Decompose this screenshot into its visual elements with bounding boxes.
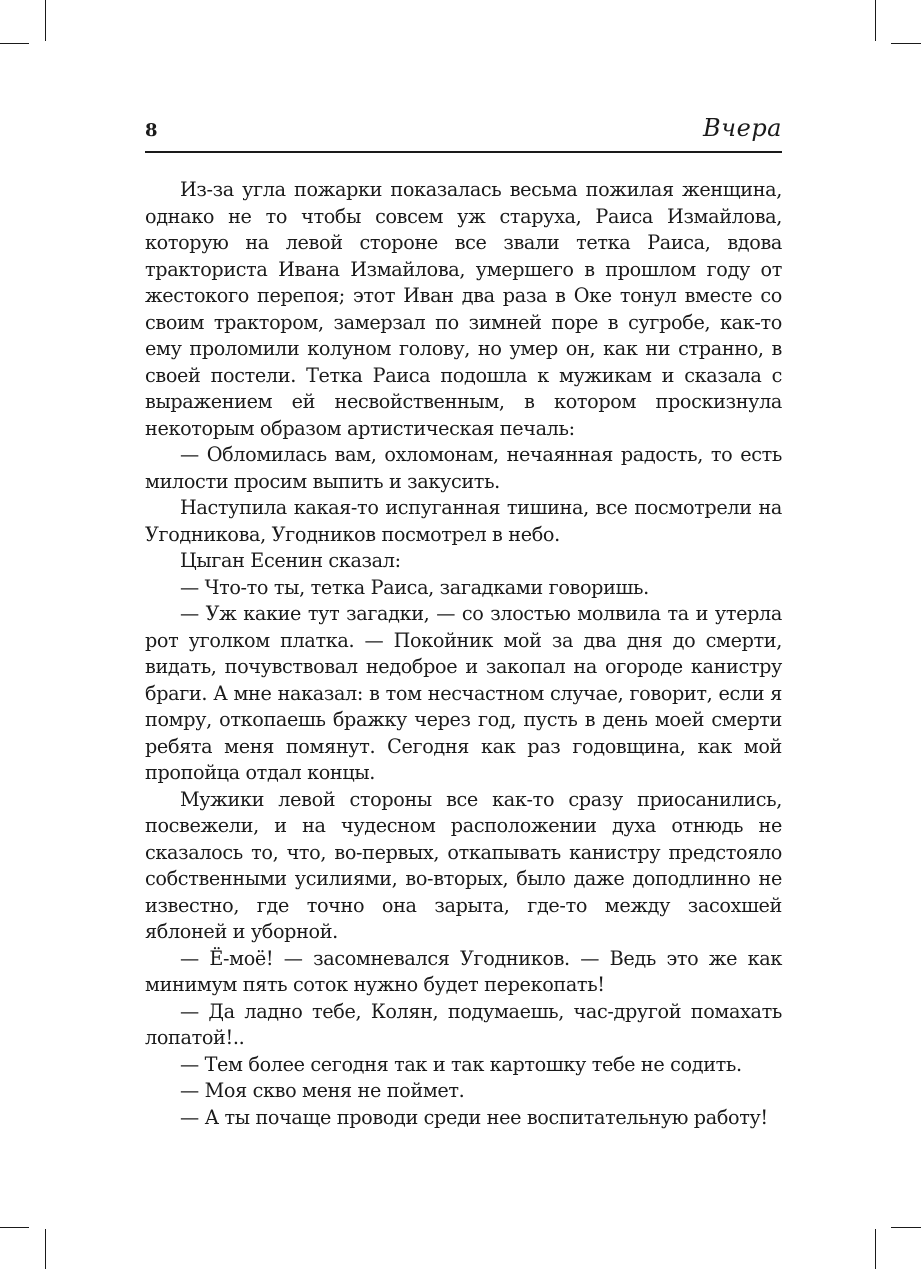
paragraph: — Что-то ты, тетка Раиса, загадками говоришь. [180, 575, 649, 599]
page-header [145, 114, 782, 154]
paragraph: — Ё-моё! — засомневался Угодников. — Ведь это же как минимум пять соток нужно будет перекопать! [145, 946, 782, 996]
paragraph: — Моя скво меня не поймет. [180, 1079, 465, 1102]
paragraph: — Обломилась вам, охломонам, нечаянная радость, то есть милости просим выпить и закусить. [145, 443, 782, 493]
paragraph: Наступила какая-то испуганная тишина, все посмотрели на Угодникова, Угодников посмотрел в небо. [145, 496, 782, 546]
crop-mark-bottom-right [875, 1229, 876, 1269]
paragraph: Из-за угла пожарки показалась весьма пожилая женщина, однако не то чтобы совсем уж старуха, Раиса Измайлова, которую на левой стороне все звали тетка Раиса, вдова тракториста Ивана Измайлова, умершего в прошлом году от жестокого перепоя; этот Иван два раза в Оке тонул вместе со своим трактором, замерзал по зимней поре в сугробе, как-то ему проломили колуном голову, но умер он, как ни странно, в своей постели. Тетка Раиса подошла к мужикам и сказала с выражением ей несвойственным, в котором проскизнула некоторым образом артистическая печаль: [145, 178, 782, 440]
crop-mark-top-right [891, 43, 921, 44]
running-title: Вчера [703, 114, 782, 142]
body-text [145, 177, 782, 1131]
paragraph: Мужики левой стороны все как-то сразу приосанились, посвежели, и на чудесном расположении духа отнюдь не сказалось то, что, во-первых, откапывать канистру предстояло собственными усилиями, во-вторых, было даже доподлинно не известно, где точно она зарыта, где-то между засохшей яблоней и уборной. [145, 787, 782, 943]
crop-mark-top-left [0, 43, 29, 44]
crop-mark-bottom-left [45, 1229, 46, 1269]
paragraph: — Тем более сегодня так и так картошку тебе не содить. [180, 1052, 742, 1076]
crop-mark-bottom-left [0, 1227, 29, 1228]
crop-mark-top-left [45, 0, 46, 41]
paragraph: Цыган Есенин сказал: [180, 549, 401, 572]
paragraph: — Уж какие тут загадки, — со злостью молвила та и утерла рот уголком платка. — Покойник мой за два дня до смерти, видать, почувствовал недоброе и закопал на огороде канистру браги. А мне наказал: в том несчастном случае, говорит, если я помру, откопаешь бражку через год, пусть в день моей смерти ребята меня помянут. Сегодня как раз годовщина, как мой пропойца отдал концы. [145, 602, 782, 784]
crop-mark-bottom-right [891, 1227, 921, 1228]
paragraph: — А ты почаще проводи среди нее воспитательную работу! [180, 1105, 768, 1129]
header-rule [145, 151, 782, 153]
crop-mark-top-right [875, 0, 876, 41]
page-number: 8 [145, 120, 158, 141]
paragraph: — Да ладно тебе, Колян, подумаешь, час-другой помахать лопатой!.. [145, 999, 782, 1049]
